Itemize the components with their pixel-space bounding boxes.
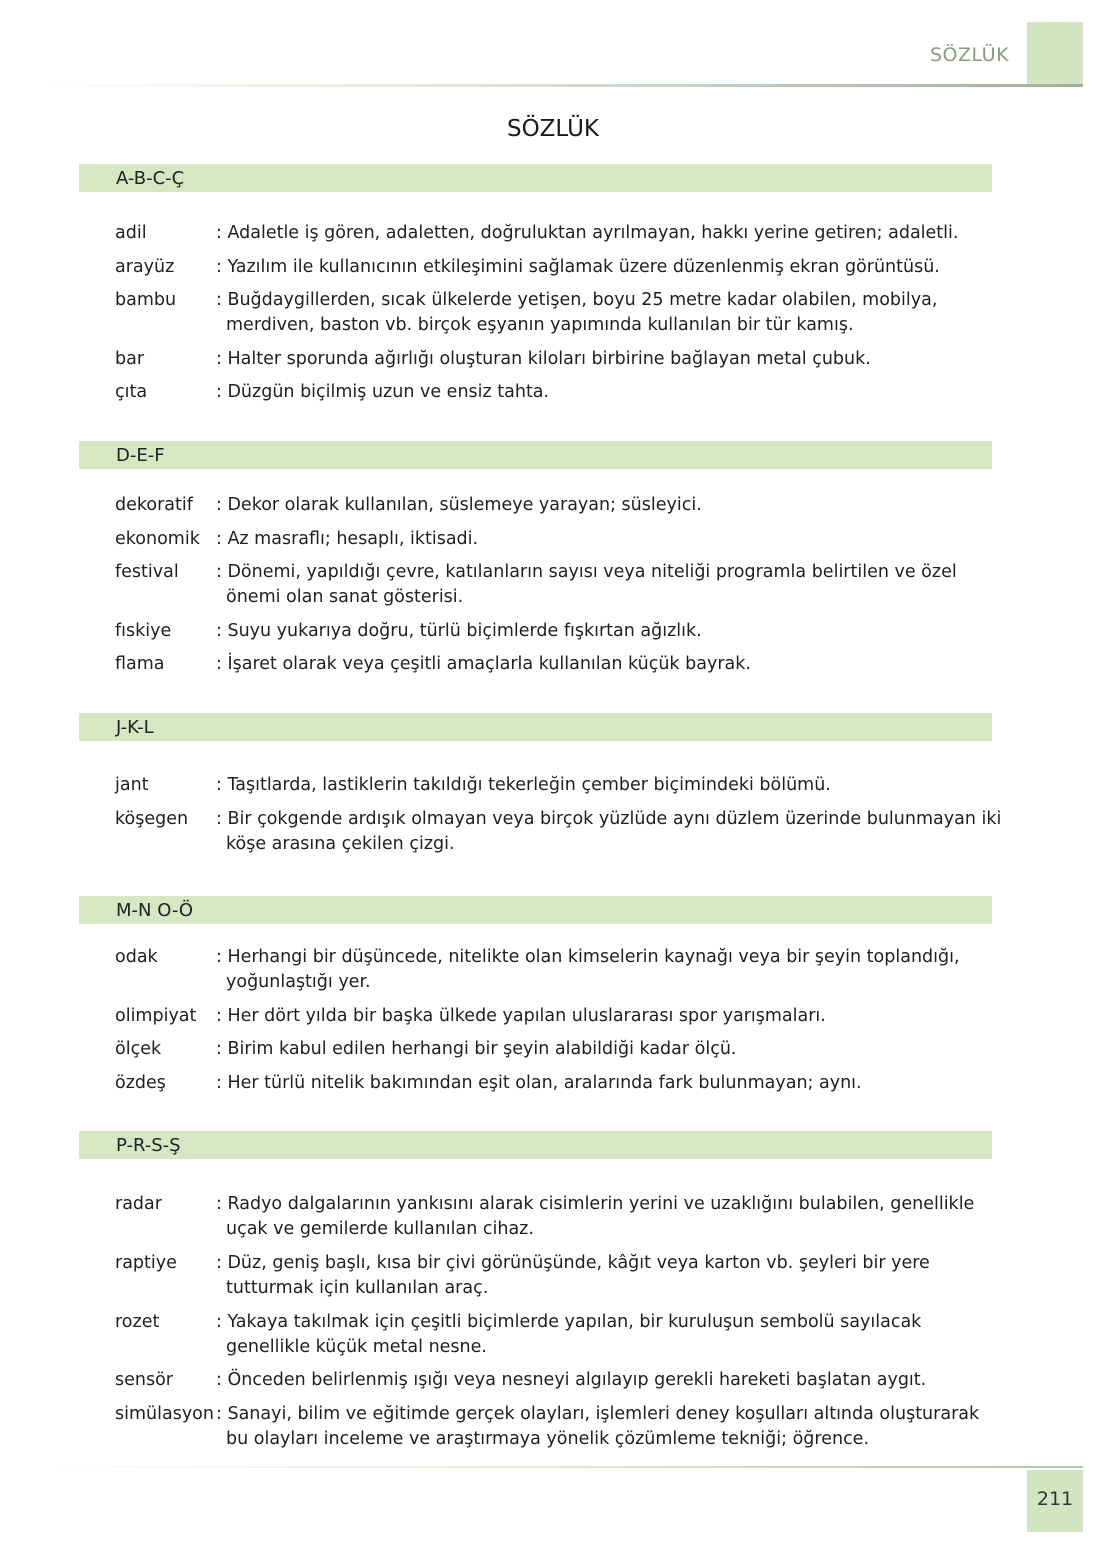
entry-term: radar <box>115 1194 162 1214</box>
section-bar-def <box>79 441 992 469</box>
entry-term: odak <box>115 947 158 967</box>
entry-term: fıskiye <box>115 621 172 641</box>
entry-definition: : Herhangi bir düşüncede, nitelikte olan kimselerin kaynağı veya bir şeyin toplandığı, yoğunlaştığı yer. <box>216 947 960 992</box>
page-number-block <box>1027 1470 1083 1532</box>
section-heading: M-N O-Ö <box>116 900 194 921</box>
entry-definition: : Sanayi, bilim ve eğitimde gerçek olayları, işlemleri deney koşulları altında oluşturarak bu olayları inceleme ve araştırmaya yönelik çözümleme tekniği; öğrence. <box>216 1404 980 1449</box>
entry-definition: : Yakaya takılmak için çeşitli biçimlerde yapılan, bir kuruluşun sembolü sayılacak genellikle küçük metal nesne. <box>216 1312 922 1357</box>
entry-definition: : Önceden belirlenmiş ışığı veya nesneyi algılayıp gerekli hareketi başlatan aygıt. <box>216 1370 927 1390</box>
section-bar-prss <box>79 1131 992 1159</box>
entry-term: raptiye <box>115 1253 177 1273</box>
entry-term: dekoratif <box>115 495 193 515</box>
entry-definition: : Dekor olarak kullanılan, süslemeye yarayan; süsleyici. <box>216 495 702 515</box>
entry-term: festival <box>115 562 179 582</box>
entry-definition: : Az masraflı; hesaplı, iktisadi. <box>216 529 479 549</box>
section-bar-mnoo <box>79 896 992 924</box>
entry-definition: : Taşıtlarda, lastiklerin takıldığı tekerleğin çember biçimindeki bölümü. <box>216 775 831 795</box>
entry-definition: : Düzgün biçilmiş uzun ve ensiz tahta. <box>216 382 550 402</box>
entry-term: flama <box>115 654 165 674</box>
entry-definition: : Bir çokgende ardışık olmayan veya birçok yüzlüde aynı düzlem üzerinde bulunmayan iki köşe arasına çekilen çizgi. <box>216 809 1002 854</box>
entry-term: simülasyon <box>115 1404 214 1424</box>
entry-definition: : Her dört yılda bir başka ülkede yapılan uluslararası spor yarışmaları. <box>216 1006 826 1026</box>
section-heading: A-B-C-Ç <box>116 168 185 189</box>
entry-term: bar <box>115 349 145 369</box>
header-rule <box>40 84 1083 87</box>
entry-definition: : Adaletle iş gören, adaletten, doğruluktan ayrılmayan, hakkı yerine getiren; adaletli. <box>216 223 959 243</box>
page-title: SÖZLÜK <box>506 116 600 142</box>
section-bar-abcc <box>79 164 992 192</box>
header-label: SÖZLÜK <box>930 44 1010 66</box>
entry-definition: : Her türlü nitelik bakımından eşit olan, aralarında fark bulunmayan; aynı. <box>216 1073 862 1093</box>
entry-definition: : Halter sporunda ağırlığı oluşturan kiloları birbirine bağlayan metal çubuk. <box>216 349 871 369</box>
entry-definition: : Birim kabul edilen herhangi bir şeyin alabildiği kadar ölçü. <box>216 1039 737 1059</box>
entry-term: jant <box>115 775 149 795</box>
section-heading: J-K-L <box>116 717 154 738</box>
entry-term: arayüz <box>115 257 175 277</box>
section-bar-jkl <box>79 713 992 741</box>
page-number: 211 <box>1036 1488 1074 1510</box>
entry-term: ölçek <box>115 1039 162 1059</box>
entry-definition: : Yazılım ile kullanıcının etkileşimini sağlamak üzere düzenlenmiş ekran görüntüsü. <box>216 257 940 277</box>
section-heading: P-R-S-Ş <box>116 1135 181 1156</box>
entry-term: adil <box>115 223 147 243</box>
entry-term: sensör <box>115 1370 173 1390</box>
entry-term: olimpiyat <box>115 1006 197 1026</box>
entry-definition: : İşaret olarak veya çeşitli amaçlarla kullanılan küçük bayrak. <box>216 654 751 674</box>
entry-term: rozet <box>115 1312 160 1332</box>
entry-definition: : Suyu yukarıya doğru, türlü biçimlerde fışkırtan ağızlık. <box>216 621 702 641</box>
entry-definition: : Dönemi, yapıldığı çevre, katılanların sayısı veya niteliği programla belirtilen ve özel önemi olan sanat gösterisi. <box>216 562 957 607</box>
entry-term: çıta <box>115 382 148 402</box>
entry-definition: : Düz, geniş başlı, kısa bir çivi görünüşünde, kâğıt veya karton vb. şeyleri bir yere tutturmak için kullanılan araç. <box>216 1253 930 1298</box>
section-heading: D-E-F <box>116 445 165 466</box>
entry-term: köşegen <box>115 809 189 829</box>
entry-term: ekonomik <box>115 529 200 549</box>
footer-rule <box>40 1466 1083 1468</box>
entry-definition: : Radyo dalgalarının yankısını alarak cisimlerin yerini ve uzaklığını bulabilen, genellikle uçak ve gemilerde kullanılan cihaz. <box>216 1194 975 1239</box>
entry-term: özdeş <box>115 1073 166 1093</box>
entry-term: bambu <box>115 290 177 310</box>
entry-definition: : Buğdaygillerden, sıcak ülkelerde yetişen, boyu 25 metre kadar olabilen, mobilya, merdiven, baston vb. birçok eşyanın yapımında kullanılan bir tür kamış. <box>216 290 938 335</box>
header-accent-block <box>1027 22 1083 84</box>
